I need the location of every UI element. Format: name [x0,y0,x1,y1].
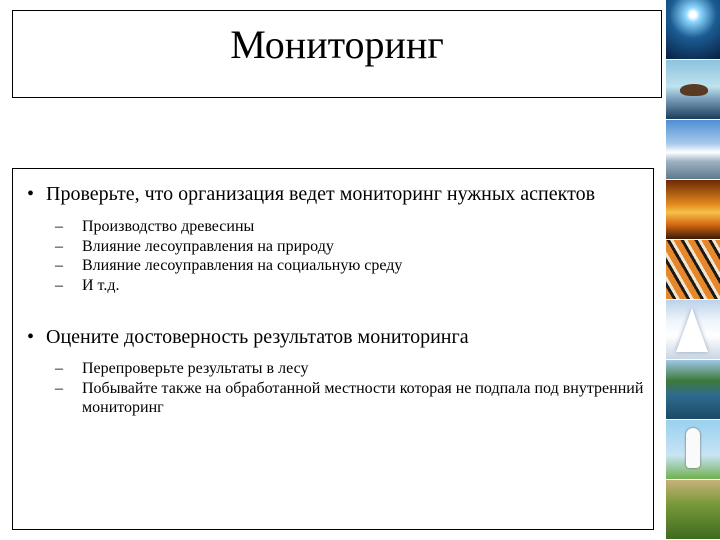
sub-bullet-list [46,217,653,295]
slide-content-box [12,168,654,530]
dash-marker: – [55,379,63,397]
lake-photo [666,360,720,420]
sub-bullet-item [46,237,653,257]
wolf-shape [680,84,708,96]
sub-bullet-text: И т.д. [82,276,120,294]
sub-bullet-item [46,276,653,296]
sub-bullet-text: Влияние лесоуправления на природу [82,237,334,255]
bullet-marker: • [27,183,35,205]
tree-shape [676,308,708,352]
sunset-photo [666,180,720,240]
bullet-marker: • [27,326,35,349]
sub-bullet-item [46,256,653,276]
stork-shape [686,428,700,468]
sub-bullet-item [46,359,653,379]
bullet-list [13,182,653,418]
dash-marker: – [55,218,63,235]
nature-photo-strip [666,0,720,540]
sub-bullet-text: Побывайте также на обработанной местности которая не подпала под внутренний мониторинг [82,379,644,417]
sub-bullet-text: Влияние лесоуправления на социальную среду [82,257,403,275]
mountain-photo [666,120,720,180]
sub-bullet-list [46,359,653,418]
bullet-text: Оцените достоверность результатов мониторинга [46,326,469,349]
bullet-item [13,325,653,418]
slide-title-box [12,10,662,98]
dash-marker: – [55,237,63,255]
grass-photo [666,480,720,540]
sub-bullet-text: Производство древесины [82,218,255,235]
sub-bullet-text: Перепроверьте результаты в лесу [82,360,309,378]
dash-marker: – [55,257,63,275]
sub-bullet-item [46,379,653,418]
snowy-tree-photo [666,300,720,360]
dash-marker: – [55,360,63,378]
dash-marker: – [55,276,63,294]
bullet-text: Проверьте, что организация ведет мониторинг нужных аспектов [46,183,596,205]
stork-photo [666,420,720,480]
wolf-photo [666,60,720,120]
sub-bullet-item [46,217,653,237]
tiger-photo [666,240,720,300]
slide-title: Мониторинг [230,22,444,67]
space-photo [666,0,720,60]
bullet-item [13,182,653,295]
